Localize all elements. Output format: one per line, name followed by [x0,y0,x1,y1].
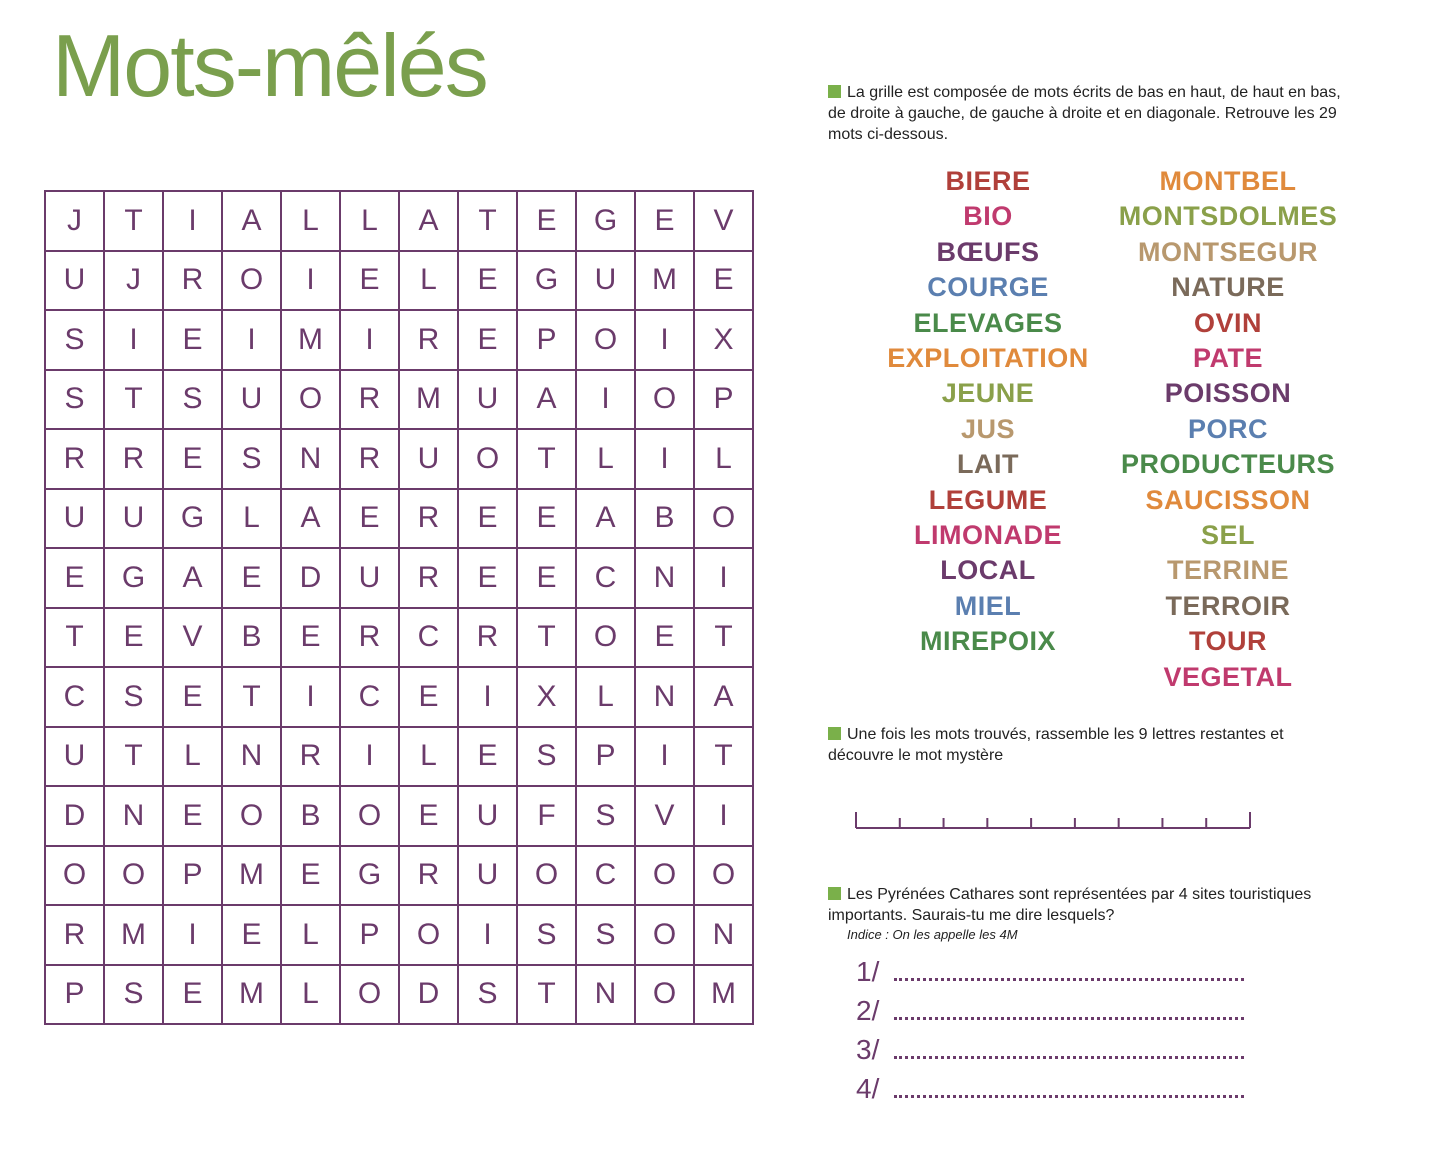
grid-cell[interactable]: M [636,252,695,312]
grid-cell[interactable]: C [46,668,105,728]
grid-cell[interactable]: N [577,966,636,1026]
grid-cell[interactable]: I [164,906,223,966]
grid-cell[interactable]: A [695,668,754,728]
grid-cell[interactable]: T [518,609,577,669]
grid-cell[interactable]: L [282,966,341,1026]
word-list-item: SEL [1200,520,1255,551]
grid-cell[interactable]: X [518,668,577,728]
grid-cell[interactable]: R [341,430,400,490]
grid-cell[interactable]: A [577,490,636,550]
grid-cell[interactable]: U [105,490,164,550]
word-list-item: LOCAL [940,555,1036,586]
grid-cell[interactable]: T [46,609,105,669]
grid-cell[interactable]: C [577,549,636,609]
answer-row[interactable] [856,1073,1256,1112]
grid-cell[interactable]: L [164,728,223,788]
grid-cell[interactable]: R [282,728,341,788]
grid-cell[interactable]: A [400,192,459,252]
grid-cell[interactable]: O [223,787,282,847]
grid-cell[interactable]: N [282,430,341,490]
grid-cell[interactable]: E [164,966,223,1026]
grid-cell[interactable]: O [636,966,695,1026]
grid-cell[interactable]: D [282,549,341,609]
grid-cell[interactable]: I [282,252,341,312]
grid-cell[interactable]: G [518,252,577,312]
grid-cell[interactable]: X [695,311,754,371]
answer-field[interactable] [894,1015,1244,1020]
answer-row[interactable] [856,956,1256,995]
grid-cell[interactable]: R [46,906,105,966]
word-list-item: MIREPOIX [919,626,1057,657]
grid-cell[interactable]: R [459,609,518,669]
grid-cell[interactable]: E [164,311,223,371]
grid-cell[interactable]: S [105,966,164,1026]
grid-cell[interactable]: U [459,847,518,907]
grid-cell[interactable]: I [636,311,695,371]
grid-cell[interactable]: E [636,609,695,669]
grid-cell[interactable]: E [518,192,577,252]
grid-cell[interactable]: A [518,371,577,431]
answer-number: 1/ [856,956,880,987]
grid-cell[interactable]: E [636,192,695,252]
bullet-icon [828,887,841,900]
grid-cell[interactable]: J [46,192,105,252]
word-list-left [868,164,1108,660]
grid-cell[interactable]: E [223,549,282,609]
grid-cell[interactable]: F [518,787,577,847]
sites-instructions-text: Les Pyrénées Cathares sont représentées par 4 sites touristiques importants. Saurais-tu me dire lesquels? [828,886,1312,924]
grid-cell[interactable]: D [400,966,459,1026]
word-list-item: JUS [960,413,1016,444]
grid-cell[interactable]: D [46,787,105,847]
grid-cell[interactable]: U [223,371,282,431]
grid-cell[interactable]: C [577,847,636,907]
grid-cell[interactable]: T [518,966,577,1026]
grid-cell[interactable]: L [282,192,341,252]
word-list-item: BIERE [945,166,1031,196]
grid-cell[interactable]: R [341,609,400,669]
grid-cell[interactable]: S [577,906,636,966]
bullet-icon [828,727,841,740]
grid-cell[interactable]: T [518,430,577,490]
grid-cell[interactable]: S [518,906,577,966]
grid-cell[interactable]: I [695,787,754,847]
grid-cell[interactable]: T [105,728,164,788]
word-list-item: MIEL [954,590,1022,621]
grid-cell[interactable]: E [695,252,754,312]
grid-cell[interactable]: A [282,490,341,550]
word-list-item: LEGUME [928,484,1048,515]
answer-number: 2/ [856,995,880,1026]
grid-cell[interactable]: T [695,609,754,669]
word-list-item: BŒUFS [936,236,1040,267]
answer-row[interactable] [856,1034,1256,1073]
grid-cell[interactable]: G [164,490,223,550]
grid-cell[interactable]: U [341,549,400,609]
grid-cell[interactable]: O [282,371,341,431]
grid-cell[interactable]: B [282,787,341,847]
answer-number: 3/ [856,1034,880,1065]
grid-cell[interactable]: T [105,192,164,252]
grid-cell[interactable]: M [223,966,282,1026]
grid-cell[interactable]: E [164,430,223,490]
grid-cell[interactable]: O [46,847,105,907]
grid-cell[interactable]: U [577,252,636,312]
grid-cell[interactable]: R [105,430,164,490]
grid-instructions [828,82,1348,145]
grid-cell[interactable]: O [636,906,695,966]
grid-cell[interactable]: S [46,311,105,371]
grid-cell[interactable]: J [105,252,164,312]
grid-cell[interactable]: I [459,668,518,728]
word-list-item: OVIN [1193,307,1262,338]
word-list-item: EXPLOITATION [887,343,1089,374]
grid-cell[interactable]: G [577,192,636,252]
grid-cell[interactable]: T [223,668,282,728]
word-list-item: TOUR [1188,626,1267,657]
grid-cell[interactable]: O [577,311,636,371]
grid-cell[interactable]: A [223,192,282,252]
grid-cell[interactable]: O [695,490,754,550]
grid-cell[interactable]: T [695,728,754,788]
word-list-item: ELEVAGES [913,307,1063,338]
grid-cell[interactable]: O [636,847,695,907]
grid-cell[interactable]: I [636,430,695,490]
word-list-item: TERROIR [1165,590,1291,621]
grid-cell[interactable]: O [223,252,282,312]
grid-cell[interactable]: R [400,847,459,907]
bullet-icon [828,85,841,98]
grid-cell[interactable]: G [341,847,400,907]
grid-cell[interactable]: O [518,847,577,907]
word-list-item: VEGETAL [1163,661,1293,692]
grid-cell[interactable]: N [636,549,695,609]
grid-cell[interactable]: R [46,430,105,490]
word-list-item: MONTSDOLMES [1118,201,1338,232]
word-list-item: COURGE [927,272,1049,303]
grid-cell[interactable]: S [518,728,577,788]
grid-cell[interactable]: I [695,549,754,609]
grid-cell[interactable]: V [695,192,754,252]
grid-cell[interactable]: S [459,966,518,1026]
grid-cell[interactable]: E [400,668,459,728]
grid-cell[interactable]: E [518,490,577,550]
answer-row[interactable] [856,995,1256,1034]
grid-cell[interactable]: T [459,192,518,252]
grid-cell[interactable]: A [164,549,223,609]
grid-cell[interactable]: E [459,311,518,371]
grid-cell[interactable]: C [341,668,400,728]
grid-cell[interactable]: L [577,430,636,490]
grid-cell[interactable]: E [164,668,223,728]
word-list-item: BIO [963,201,1013,232]
grid-cell[interactable]: M [105,906,164,966]
grid-cell[interactable]: I [636,728,695,788]
grid-cell[interactable]: L [223,490,282,550]
answer-field[interactable] [894,1093,1244,1098]
grid-cell[interactable]: E [459,490,518,550]
grid-cell[interactable]: I [105,311,164,371]
grid-cell[interactable]: P [577,728,636,788]
grid-cell[interactable]: U [459,787,518,847]
grid-cell[interactable]: O [459,430,518,490]
letter-grid [44,190,754,1025]
word-list-item: JEUNE [941,378,1035,409]
grid-cell[interactable]: I [164,192,223,252]
grid-cell[interactable]: I [341,728,400,788]
word-list-item: MONTBEL [1159,166,1297,196]
grid-cell[interactable]: O [636,371,695,431]
word-list-item: PRODUCTEURS [1120,449,1335,480]
grid-cell[interactable]: R [164,252,223,312]
grid-cell[interactable]: M [223,847,282,907]
grid-cell[interactable]: L [282,906,341,966]
grid-cell[interactable]: M [400,371,459,431]
grid-cell[interactable]: E [341,490,400,550]
grid-cell[interactable]: L [695,430,754,490]
grid-cell[interactable]: M [695,966,754,1026]
grid-cell[interactable]: L [577,668,636,728]
grid-cell[interactable]: E [400,787,459,847]
grid-instructions-text: La grille est composée de mots écrits de bas en haut, de haut en bas, de droite à gauche, de gauche à droite et en diagonale. Retrouve les 29 mots ci-dessous. [828,84,1341,143]
grid-cell[interactable]: P [518,311,577,371]
grid-cell[interactable]: E [164,787,223,847]
page-title: Mots-mêlés [52,16,487,115]
grid-cell[interactable]: I [341,311,400,371]
grid-cell[interactable]: E [223,906,282,966]
grid-cell[interactable]: P [341,906,400,966]
answer-field[interactable] [894,1054,1244,1059]
grid-cell[interactable]: E [459,728,518,788]
mystery-word-slots[interactable] [855,810,1251,830]
grid-cell[interactable]: S [577,787,636,847]
grid-cell[interactable]: S [105,668,164,728]
word-list-item: SAUCISSON [1145,484,1311,515]
word-list-item: PORC [1187,413,1268,444]
word-list-item: PATE [1192,343,1263,374]
grid-cell[interactable]: L [400,252,459,312]
grid-cell[interactable]: N [695,906,754,966]
grid-cell[interactable]: O [341,787,400,847]
grid-cell[interactable]: S [46,371,105,431]
word-list-item: POISSON [1164,378,1292,409]
grid-cell[interactable]: R [341,371,400,431]
grid-cell[interactable]: U [459,371,518,431]
grid-cell[interactable]: E [46,549,105,609]
grid-cell[interactable]: E [282,609,341,669]
sites-instructions [828,884,1348,944]
grid-cell[interactable]: E [459,549,518,609]
grid-cell[interactable]: O [400,906,459,966]
answer-field[interactable] [894,976,1244,981]
grid-cell[interactable]: B [223,609,282,669]
grid-cell[interactable]: E [341,252,400,312]
grid-cell[interactable]: E [105,609,164,669]
grid-cell[interactable]: P [46,966,105,1026]
grid-cell[interactable]: I [282,668,341,728]
grid-cell[interactable]: C [400,609,459,669]
word-list-item: NATURE [1171,272,1285,303]
grid-cell[interactable]: V [164,609,223,669]
grid-cell[interactable]: E [282,847,341,907]
sites-hint: Indice : On les appelle les 4M [847,927,1018,942]
grid-cell[interactable]: N [636,668,695,728]
grid-cell[interactable]: G [105,549,164,609]
grid-cell[interactable]: E [459,252,518,312]
grid-cell[interactable]: P [695,371,754,431]
grid-cell[interactable]: R [400,311,459,371]
grid-cell[interactable]: I [223,311,282,371]
grid-cell[interactable]: L [341,192,400,252]
grid-cell[interactable]: U [400,430,459,490]
grid-cell[interactable]: N [105,787,164,847]
grid-cell[interactable]: R [400,549,459,609]
grid-cell[interactable]: V [636,787,695,847]
grid-cell[interactable]: S [164,371,223,431]
word-list-item: TERRINE [1166,555,1289,586]
grid-cell[interactable]: O [341,966,400,1026]
grid-cell[interactable]: O [577,609,636,669]
mystery-instructions [828,724,1348,766]
grid-cell[interactable]: U [46,252,105,312]
grid-cell[interactable]: U [46,490,105,550]
grid-cell[interactable]: U [46,728,105,788]
grid-cell[interactable]: I [459,906,518,966]
grid-cell[interactable]: T [105,371,164,431]
word-list-item: LAIT [957,449,1019,480]
word-list-item: LIMONADE [914,520,1062,551]
grid-cell[interactable]: I [577,371,636,431]
answer-number: 4/ [856,1073,880,1104]
grid-cell[interactable]: L [400,728,459,788]
grid-cell[interactable]: E [518,549,577,609]
grid-cell[interactable]: O [105,847,164,907]
grid-cell[interactable]: O [695,847,754,907]
grid-cell[interactable]: N [223,728,282,788]
word-list-item: MONTSEGUR [1138,236,1318,267]
sites-answers [856,956,1256,1112]
word-list-right [1103,164,1353,695]
grid-cell[interactable]: B [636,490,695,550]
grid-cell[interactable]: S [223,430,282,490]
grid-cell[interactable]: R [400,490,459,550]
grid-cell[interactable]: P [164,847,223,907]
mystery-instructions-text: Une fois les mots trouvés, rassemble les 9 lettres restantes et découvre le mot mystère [828,726,1284,764]
grid-cell[interactable]: M [282,311,341,371]
